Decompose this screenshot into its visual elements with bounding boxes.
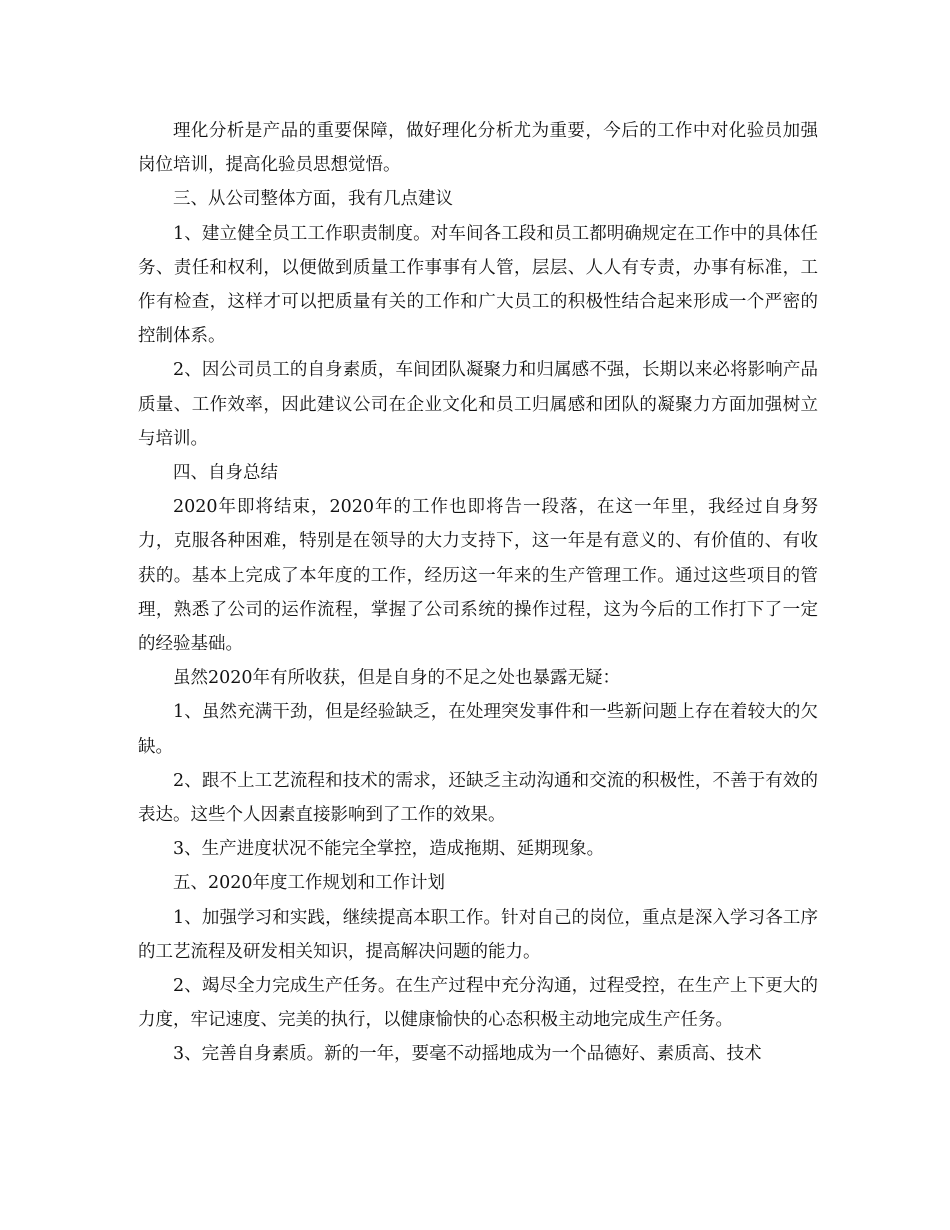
paragraph-suggestion-2: 2、因公司员工的自身素质，车间团队凝聚力和归属感不强，长期以来必将影响产品质量、工作效率，因此建议公司在企业文化和员工归属感和团队的凝聚力方面加强树立与培训。: [138, 360, 818, 449]
paragraph-plan-1: 1、加强学习和实践，继续提高本职工作。针对自己的岗位，重点是深入学习各工序的工艺流程及研发相关知识，提高解决问题的能力。: [138, 907, 818, 962]
paragraph-plan-2: 2、竭尽全力完成生产任务。在生产过程中充分沟通，过程受控，在生产上下更大的力度，牢记速度、完美的执行，以健康愉快的心态积极主动地完成生产任务。: [138, 976, 818, 1031]
paragraph-shortcoming-2: 2、跟不上工艺流程和技术的需求，还缺乏主动沟通和交流的积极性，不善于有效的表达。这些个人因素直接影响到了工作的效果。: [138, 770, 818, 826]
paragraph-shortcomings-intro: 虽然2020年有所收获，但是自身的不足之处也暴露无疑：: [173, 668, 621, 689]
heading-company-suggestions: 三、从公司整体方面，我有几点建议: [173, 189, 453, 210]
document-body: [138, 114, 818, 1072]
paragraph-suggestion-1: 1、建立健全员工工作职责制度。对车间各工段和员工都明确规定在工作中的具体任务、责任和权利，以便做到质量工作事事有人管，层层、人人有专责，办事有标准，工作有检查，这样才可以把质量有关的工作和广大员工的积极性结合起来形成一个严密的控制体系。: [138, 223, 818, 347]
paragraph-shortcoming-3: 3、生产进度状况不能完全掌控，造成拖期、延期现象。: [173, 839, 605, 860]
paragraph-lab-analysis: 理化分析是产品的重要保障，做好理化分析尤为重要，今后的工作中对化验员加强岗位培训，提高化验员思想觉悟。: [138, 121, 818, 176]
paragraph-plan-3: 3、完善自身素质。新的一年，要毫不动摇地成为一个品德好、素质高、技术: [173, 1044, 762, 1065]
paragraph-year-summary: 2020年即将结束，2020年的工作也即将告一段落，在这一年里，我经过自身努力，克服各种困难，特别是在领导的大力支持下，这一年是有意义的、有价值的、有收获的。基本上完成了本年度的工作，经历这一年来的生产管理工作。通过这些项目的管理，熟悉了公司的运作流程，掌握了公司系统的操作过程，这为今后的工作打下了一定的经验基础。: [138, 497, 818, 655]
paragraph-shortcoming-1: 1、虽然充满干劲，但是经验缺乏，在处理突发事件和一些新问题上存在着较大的欠缺。: [138, 702, 818, 757]
heading-work-plan: 五、2020年度工作规划和工作计划: [173, 873, 446, 894]
heading-self-summary: 四、自身总结: [173, 463, 278, 484]
